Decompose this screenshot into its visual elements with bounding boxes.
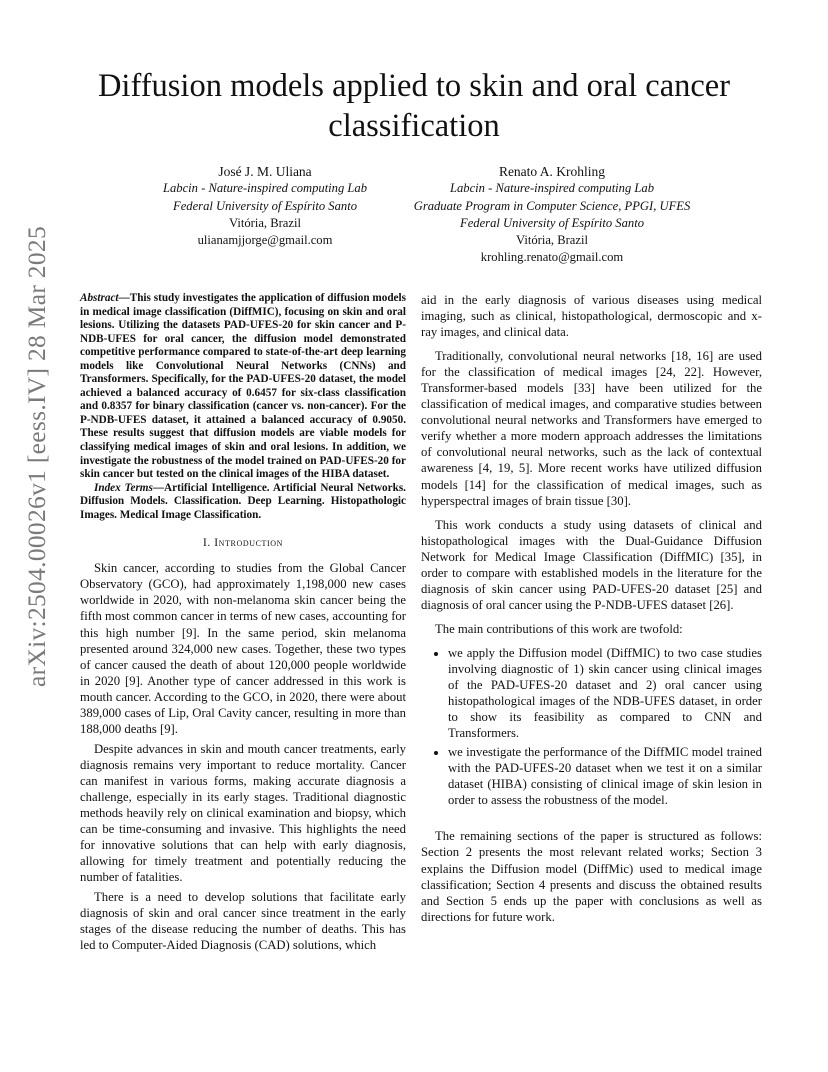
abstract-text: —This study investigates the application of diffusion models in medical image classification (DiffMIC), focusing on skin and oral lesions. Utilizing the datasets PAD-UFES-20 for skin cancer and P-NDB-UFES for oral cancer, the diffusion model demonstrated competitive performance compared to state-of-the-art deep learning models like Convolutional Neural Networks (CNNs) and Transformers. Specifically, for the PAD-UFES-20 dataset, the model achieved a balanced accuracy of 0.6457 for six-class classification and 0.8357 for binary classification (cancer vs. non-cancer). For the P-NDB-UFES dataset, it attained a balanced accuracy of 0.9050. These results suggest that diffusion models are viable models for classifying medical images of skin and oral lesions. In addition, we investigate the robustness of the model trained on PAD-UFES-20 for skin cancer but tested on the clinical images of the HIBA dataset.: [80, 292, 406, 481]
list-item: • we apply the Diffusion model (DiffMIC) to two case studies involving diagnostic of 1) skin cancer using clinical images of the PAD-UFES-20 dataset and 2) oral cancer using histopathological images of the NDB-UFES dataset, in order to show its feasibility as compared to CNN and Transformers.: [448, 645, 762, 741]
arxiv-stamp-text: arXiv:2504.00026v1 [eess.IV] 28 Mar 2025: [22, 225, 51, 687]
paragraph: aid in the early diagnosis of various diseases using medical imaging, such as clinical, histopathological, dermoscopic and x-ray images, and clinical data.: [421, 293, 762, 340]
paragraph: Skin cancer, according to studies from the Global Cancer Observatory (GCO), had approximately 1,198,000 new cases worldwide in 2020, with non-melanoma skin cancer being the fifth most common cancer in terms of new cases, accounting for this high number [9]. In the same period, skin melanoma presented around 324,000 new cases. Together, these two types of cancer caused the death of about 120,000 people worldwide in 2020 [9]. Another type of cancer addressed in this work is mouth cancer. According to the GCO, in 2020, there were about 389,000 cases of Lip, Oral Cavity cancer, resulting in more than 188,000 deaths [9].: [80, 561, 406, 736]
paragraph: This work conducts a study using datasets of clinical and histopathological images with the Dual-Guidance Diffusion Network for Medical Image Classification (DiffMIC) [35], in order to compare with established models in the literature for the diagnosis of skin cancer using PAD-UFES-20 dataset [25] and diagnosis of oral cancer using the P-NDB-UFES dataset [26].: [421, 517, 762, 612]
author-block-2: [390, 163, 714, 267]
left-column: [80, 292, 406, 957]
author-affiliation: Labcin - Nature-inspired computing Lab: [449, 181, 655, 196]
author-affiliation: Graduate Program in Computer Science, PPGI, UFES: [413, 198, 691, 213]
author-affiliation: Federal University of Espírito Santo: [460, 215, 644, 230]
author-city: Vitória, Brazil: [229, 215, 301, 230]
author-email[interactable]: krohling.renato@gmail.com: [480, 250, 624, 265]
contributions-list: [421, 645, 762, 808]
author-email[interactable]: ulianamjjorge@gmail.com: [197, 233, 333, 248]
author-block-1: [101, 163, 429, 249]
author-affiliation: Labcin - Nature-inspired computing Lab: [162, 181, 368, 196]
author-name: Renato A. Krohling: [498, 164, 606, 179]
arxiv-stamp: [22, 225, 59, 687]
paragraph: The remaining sections of the paper is structured as follows: Section 2 presents the most relevant related works; Section 3 explains the Diffusion model (DiffMic) used to medical image classification; Section 4 presents and discuss the obtained results and Section 5 ends up the paper with conclusions as well as directions for future work.: [421, 829, 762, 924]
section-heading: I. Introduction: [202, 537, 284, 550]
index-terms-label: Index Terms: [94, 481, 153, 494]
paragraph: The main contributions of this work are twofold:: [435, 621, 683, 636]
spacer: [421, 818, 762, 828]
index-terms: [80, 482, 406, 523]
list-item: • we investigate the performance of the DiffMIC model trained with the PAD-UFES-20 dataset when we test it on a similar dataset (HIBA) consisting of clinical image of skin lesion in order to assess the robustness of the model.: [448, 744, 762, 808]
paper-title: Diffusion models applied to skin and oral cancer classification: [97, 68, 731, 144]
index-terms-text: —Artificial Intelligence. Artificial Neural Networks. Diffusion Models. Classification. Deep Learning. Histopathologic Images. Medical Image Classification.: [80, 481, 406, 521]
paragraph: Despite advances in skin and mouth cancer treatments, early diagnosis remains very important to reduce mortality. Cancer can manifest in various forms, making accurate diagnosis a challenge, especially in its early stages. Traditional diagnostic methods heavily rely on clinical examination and biopsy, which can be time-consuming and invasive. This highlights the need for innovative solutions that can help with early diagnosis, allowing for timely treatment and potentially reducing the number of fatalities.: [80, 741, 406, 885]
author-name: José J. M. Uliana: [218, 164, 312, 179]
abstract: [80, 292, 406, 482]
paragraph: Traditionally, convolutional neural networks [18, 16] are used for the classification of medical images [24, 22]. However, Transformer-based models [33] have been utilized for the classification of medical images, and comparative studies between convolutional neural networks and Transformers have emerged to verify whether a more modern approach addresses the limitations of convolutional neural networks, such as the lack of contextual awareness [4, 19, 5]. More recent works have utilized diffusion models [14] for the classification of medical images, such as hyperspectral images of brain tissue [30].: [421, 349, 762, 508]
right-column: [421, 292, 762, 929]
paragraph: There is a need to develop solutions that facilitate early diagnosis of skin and oral cancer since treatment in the early stages of the disease reducing the number of deaths. This has led to Computer-Aided Diagnosis (CAD) solutions, which: [80, 890, 406, 953]
author-affiliation: Federal University of Espírito Santo: [173, 198, 357, 213]
author-city: Vitória, Brazil: [516, 233, 588, 248]
abstract-label: Abstract: [80, 292, 119, 304]
